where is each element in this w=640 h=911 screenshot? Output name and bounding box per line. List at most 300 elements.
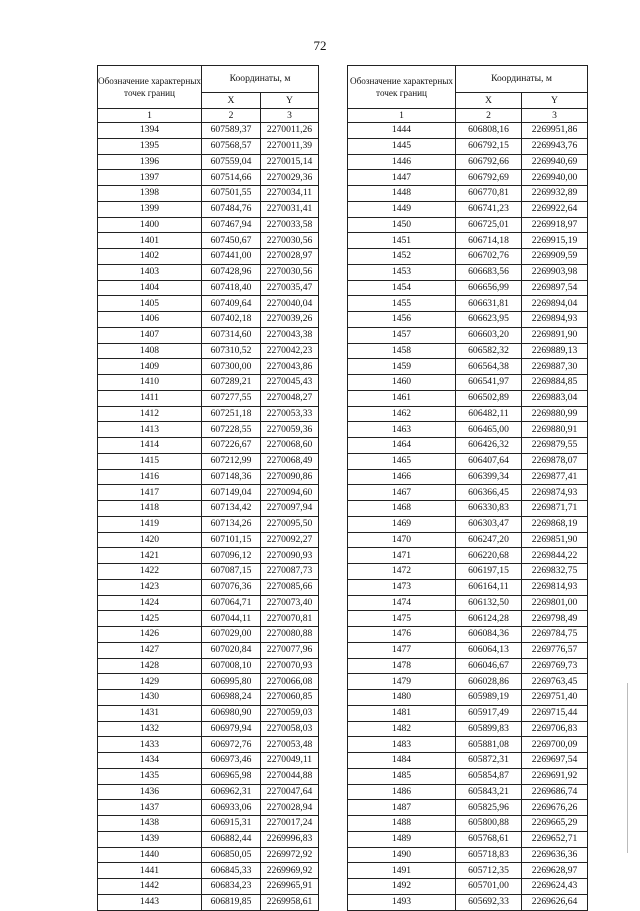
x-coordinate-cell: 605854,87 <box>456 768 522 784</box>
x-coordinate-cell: 607101,15 <box>202 532 261 548</box>
table-row <box>348 359 588 375</box>
table-row <box>98 721 319 737</box>
y-coordinate-cell: 2269878,07 <box>522 453 588 469</box>
point-number-cell: 1466 <box>348 469 456 485</box>
point-number-cell: 1447 <box>348 170 456 186</box>
y-coordinate-cell: 2269706,83 <box>522 721 588 737</box>
table-row <box>98 579 319 595</box>
y-coordinate-cell: 2269922,64 <box>522 201 588 217</box>
table-row <box>348 375 588 391</box>
y-coordinate-cell: 2270095,50 <box>261 516 319 532</box>
table-row <box>98 564 319 580</box>
point-number-cell: 1427 <box>98 642 202 658</box>
table-row <box>348 579 588 595</box>
y-coordinate-cell: 2269715,44 <box>522 705 588 721</box>
x-header: X <box>456 93 522 109</box>
table-row <box>98 705 319 721</box>
x-coordinate-cell: 605872,31 <box>456 753 522 769</box>
point-number-cell: 1414 <box>98 438 202 454</box>
x-coordinate-cell: 606972,76 <box>202 737 261 753</box>
x-coordinate-cell: 606465,00 <box>456 422 522 438</box>
point-number-cell: 1454 <box>348 280 456 296</box>
x-coordinate-cell: 605692,33 <box>456 894 522 910</box>
x-coordinate-cell: 607402,18 <box>202 312 261 328</box>
y-coordinate-cell: 2269877,41 <box>522 469 588 485</box>
point-number-cell: 1465 <box>348 453 456 469</box>
point-number-cell: 1462 <box>348 406 456 422</box>
table-row <box>348 422 588 438</box>
y-coordinate-cell: 2269996,83 <box>261 831 319 847</box>
x-coordinate-cell: 607148,36 <box>202 469 261 485</box>
x-coordinate-cell: 606995,80 <box>202 674 261 690</box>
point-number-cell: 1426 <box>98 627 202 643</box>
table-row <box>98 201 319 217</box>
table-row <box>348 690 588 706</box>
table-row <box>98 847 319 863</box>
x-coordinate-cell: 606683,56 <box>456 264 522 280</box>
x-coordinate-cell: 607589,37 <box>202 123 261 139</box>
x-coordinate-cell: 606792,66 <box>456 154 522 170</box>
y-coordinate-cell: 2269891,90 <box>522 327 588 343</box>
table-row <box>348 201 588 217</box>
point-number-cell: 1415 <box>98 453 202 469</box>
point-number-cell: 1420 <box>98 532 202 548</box>
y-coordinate-cell: 2269940,00 <box>522 170 588 186</box>
table-row <box>98 453 319 469</box>
table-row <box>98 831 319 847</box>
point-number-cell: 1484 <box>348 753 456 769</box>
x-coordinate-cell: 606882,44 <box>202 831 261 847</box>
table-row <box>98 516 319 532</box>
point-number-cell: 1403 <box>98 264 202 280</box>
table-row <box>98 264 319 280</box>
x-coordinate-cell: 606819,85 <box>202 894 261 910</box>
left-table-body <box>98 123 319 911</box>
column-number-3: 3 <box>522 109 588 123</box>
table-row <box>98 390 319 406</box>
y-coordinate-cell: 2270087,73 <box>261 564 319 580</box>
point-number-cell: 1417 <box>98 485 202 501</box>
y-coordinate-cell: 2269884,85 <box>522 375 588 391</box>
table-row <box>348 627 588 643</box>
point-number-cell: 1446 <box>348 154 456 170</box>
x-coordinate-cell: 606979,94 <box>202 721 261 737</box>
table-row <box>348 674 588 690</box>
x-header: X <box>202 93 261 109</box>
table-row <box>98 690 319 706</box>
table-row <box>98 501 319 517</box>
x-coordinate-cell: 606792,15 <box>456 138 522 154</box>
y-coordinate-cell: 2269676,26 <box>522 800 588 816</box>
table-row <box>98 816 319 832</box>
x-coordinate-cell: 607134,42 <box>202 501 261 517</box>
point-number-cell: 1431 <box>98 705 202 721</box>
table-row <box>348 138 588 154</box>
point-number-cell: 1396 <box>98 154 202 170</box>
point-number-cell: 1402 <box>98 249 202 265</box>
table-row <box>98 894 319 910</box>
table-row <box>98 296 319 312</box>
column-number-3: 3 <box>261 109 319 123</box>
table-row <box>348 595 588 611</box>
y-coordinate-cell: 2270066,08 <box>261 674 319 690</box>
x-coordinate-cell: 606770,81 <box>456 186 522 202</box>
y-coordinate-cell: 2269798,49 <box>522 611 588 627</box>
x-coordinate-cell: 606028,86 <box>456 674 522 690</box>
y-coordinate-cell: 2269894,93 <box>522 312 588 328</box>
y-coordinate-cell: 2270035,47 <box>261 280 319 296</box>
table-row <box>348 312 588 328</box>
point-number-cell: 1399 <box>98 201 202 217</box>
y-coordinate-cell: 2270029,36 <box>261 170 319 186</box>
point-number-cell: 1411 <box>98 390 202 406</box>
y-coordinate-cell: 2269844,22 <box>522 548 588 564</box>
point-number-cell: 1424 <box>98 595 202 611</box>
table-row <box>348 642 588 658</box>
point-number-cell: 1430 <box>98 690 202 706</box>
table-row <box>348 438 588 454</box>
y-coordinate-cell: 2270085,66 <box>261 579 319 595</box>
x-coordinate-cell: 605712,35 <box>456 863 522 879</box>
x-coordinate-cell: 606124,28 <box>456 611 522 627</box>
x-coordinate-cell: 606741,23 <box>456 201 522 217</box>
table-row <box>98 800 319 816</box>
point-number-cell: 1477 <box>348 642 456 658</box>
table-row <box>98 327 319 343</box>
table-row <box>348 217 588 233</box>
y-coordinate-cell: 2269686,74 <box>522 784 588 800</box>
x-coordinate-cell: 606962,31 <box>202 784 261 800</box>
y-coordinate-cell: 2269932,89 <box>522 186 588 202</box>
y-coordinate-cell: 2270044,88 <box>261 768 319 784</box>
y-coordinate-cell: 2269951,86 <box>522 123 588 139</box>
point-number-cell: 1461 <box>348 390 456 406</box>
page-number: 72 <box>313 38 327 53</box>
table-row <box>348 863 588 879</box>
x-coordinate-cell: 607277,55 <box>202 390 261 406</box>
x-coordinate-cell: 607096,12 <box>202 548 261 564</box>
scan-edge-line <box>627 683 628 853</box>
point-number-cell: 1450 <box>348 217 456 233</box>
x-coordinate-cell: 606164,11 <box>456 579 522 595</box>
point-number-cell: 1423 <box>98 579 202 595</box>
y-coordinate-cell: 2269665,29 <box>522 816 588 832</box>
point-number-cell: 1394 <box>98 123 202 139</box>
table-row <box>348 296 588 312</box>
point-number-cell: 1398 <box>98 186 202 202</box>
x-coordinate-cell: 605881,08 <box>456 737 522 753</box>
point-number-cell: 1434 <box>98 753 202 769</box>
point-number-cell: 1432 <box>98 721 202 737</box>
table-row <box>98 469 319 485</box>
table-row <box>348 123 588 139</box>
table-row <box>348 453 588 469</box>
x-coordinate-cell: 607008,10 <box>202 658 261 674</box>
point-number-cell: 1478 <box>348 658 456 674</box>
y-coordinate-cell: 2269700,09 <box>522 737 588 753</box>
table-row <box>348 343 588 359</box>
y-coordinate-cell: 2270094,60 <box>261 485 319 501</box>
point-number-cell: 1488 <box>348 816 456 832</box>
y-coordinate-cell: 2270058,03 <box>261 721 319 737</box>
y-coordinate-cell: 2270049,11 <box>261 753 319 769</box>
x-coordinate-cell: 607134,26 <box>202 516 261 532</box>
x-coordinate-cell: 606426,32 <box>456 438 522 454</box>
y-coordinate-cell: 2269697,54 <box>522 753 588 769</box>
x-coordinate-cell: 605768,61 <box>456 831 522 847</box>
point-number-cell: 1459 <box>348 359 456 375</box>
table-row <box>98 532 319 548</box>
table-row <box>348 548 588 564</box>
y-coordinate-cell: 2269887,30 <box>522 359 588 375</box>
x-coordinate-cell: 606046,67 <box>456 658 522 674</box>
y-coordinate-cell: 2269868,19 <box>522 516 588 532</box>
table-row <box>98 485 319 501</box>
point-number-cell: 1455 <box>348 296 456 312</box>
point-number-cell: 1467 <box>348 485 456 501</box>
table-row <box>348 800 588 816</box>
x-coordinate-cell: 607418,40 <box>202 280 261 296</box>
x-coordinate-cell: 607559,04 <box>202 154 261 170</box>
right-table-body <box>348 123 588 911</box>
y-coordinate-cell: 2269879,55 <box>522 438 588 454</box>
x-coordinate-cell: 607212,99 <box>202 453 261 469</box>
point-number-cell: 1408 <box>98 343 202 359</box>
y-coordinate-cell: 2270043,38 <box>261 327 319 343</box>
table-row <box>348 831 588 847</box>
y-coordinate-cell: 2269883,04 <box>522 390 588 406</box>
table-row <box>98 548 319 564</box>
y-coordinate-cell: 2269636,36 <box>522 847 588 863</box>
table-row <box>98 123 319 139</box>
x-coordinate-cell: 606980,90 <box>202 705 261 721</box>
table-row <box>98 249 319 265</box>
y-coordinate-cell: 2269897,54 <box>522 280 588 296</box>
table-row <box>348 737 588 753</box>
x-coordinate-cell: 606366,45 <box>456 485 522 501</box>
point-number-cell: 1436 <box>98 784 202 800</box>
table-row <box>348 564 588 580</box>
y-coordinate-cell: 2270060,85 <box>261 690 319 706</box>
point-number-cell: 1453 <box>348 264 456 280</box>
x-coordinate-cell: 606702,76 <box>456 249 522 265</box>
x-coordinate-cell: 606220,68 <box>456 548 522 564</box>
table-row <box>98 422 319 438</box>
point-number-cell: 1437 <box>98 800 202 816</box>
x-coordinate-cell: 606564,38 <box>456 359 522 375</box>
y-coordinate-cell: 2269909,59 <box>522 249 588 265</box>
table-row <box>98 784 319 800</box>
table-row <box>348 611 588 627</box>
x-coordinate-cell: 607568,57 <box>202 138 261 154</box>
table-row <box>98 154 319 170</box>
point-number-cell: 1443 <box>98 894 202 910</box>
table-row <box>98 642 319 658</box>
x-coordinate-cell: 607289,21 <box>202 375 261 391</box>
point-number-cell: 1422 <box>98 564 202 580</box>
x-coordinate-cell: 605899,83 <box>456 721 522 737</box>
x-coordinate-cell: 605800,88 <box>456 816 522 832</box>
table-row <box>348 753 588 769</box>
table-row <box>348 233 588 249</box>
x-coordinate-cell: 607044,11 <box>202 611 261 627</box>
y-coordinate-cell: 2270028,97 <box>261 249 319 265</box>
point-number-cell: 1401 <box>98 233 202 249</box>
point-number-cell: 1490 <box>348 847 456 863</box>
x-coordinate-cell: 605843,21 <box>456 784 522 800</box>
table-row <box>98 674 319 690</box>
point-number-cell: 1493 <box>348 894 456 910</box>
x-coordinate-cell: 607149,04 <box>202 485 261 501</box>
column-number-2: 2 <box>456 109 522 123</box>
point-number-cell: 1438 <box>98 816 202 832</box>
x-coordinate-cell: 606303,47 <box>456 516 522 532</box>
y-coordinate-cell: 2270073,40 <box>261 595 319 611</box>
x-coordinate-cell: 606330,83 <box>456 501 522 517</box>
x-coordinate-cell: 607087,15 <box>202 564 261 580</box>
table-row <box>348 705 588 721</box>
y-coordinate-cell: 2270090,93 <box>261 548 319 564</box>
table-row <box>348 847 588 863</box>
y-coordinate-cell: 2269814,93 <box>522 579 588 595</box>
point-number-cell: 1482 <box>348 721 456 737</box>
point-number-cell: 1442 <box>98 879 202 895</box>
y-coordinate-cell: 2269958,61 <box>261 894 319 910</box>
y-coordinate-cell: 2270070,93 <box>261 658 319 674</box>
point-number-cell: 1479 <box>348 674 456 690</box>
column-number-row <box>98 109 319 123</box>
point-number-cell: 1405 <box>98 296 202 312</box>
table-row <box>98 186 319 202</box>
point-number-cell: 1444 <box>348 123 456 139</box>
header-row <box>98 66 319 93</box>
table-row <box>98 879 319 895</box>
x-coordinate-cell: 606197,15 <box>456 564 522 580</box>
y-coordinate-cell: 2270039,26 <box>261 312 319 328</box>
x-coordinate-cell: 606084,36 <box>456 627 522 643</box>
table-row <box>348 327 588 343</box>
x-coordinate-cell: 606915,31 <box>202 816 261 832</box>
y-coordinate-cell: 2269915,19 <box>522 233 588 249</box>
x-coordinate-cell: 607484,76 <box>202 201 261 217</box>
point-label-header: Обозначение характерных точек границ <box>98 66 202 109</box>
y-coordinate-cell: 2269874,93 <box>522 485 588 501</box>
x-coordinate-cell: 607441,00 <box>202 249 261 265</box>
table-row <box>348 469 588 485</box>
table-row <box>98 375 319 391</box>
x-coordinate-cell: 606656,99 <box>456 280 522 296</box>
x-coordinate-cell: 607467,94 <box>202 217 261 233</box>
point-number-cell: 1463 <box>348 422 456 438</box>
x-coordinate-cell: 607501,55 <box>202 186 261 202</box>
y-coordinate-cell: 2269918,97 <box>522 217 588 233</box>
point-number-cell: 1395 <box>98 138 202 154</box>
y-coordinate-cell: 2269965,91 <box>261 879 319 895</box>
x-coordinate-cell: 605718,83 <box>456 847 522 863</box>
table-row <box>98 753 319 769</box>
point-number-cell: 1418 <box>98 501 202 517</box>
point-number-cell: 1492 <box>348 879 456 895</box>
x-coordinate-cell: 606850,05 <box>202 847 261 863</box>
y-coordinate-cell: 2269832,75 <box>522 564 588 580</box>
table-row <box>348 485 588 501</box>
x-coordinate-cell: 607064,71 <box>202 595 261 611</box>
header-row <box>348 66 588 93</box>
y-coordinate-cell: 2270030,56 <box>261 264 319 280</box>
point-number-cell: 1456 <box>348 312 456 328</box>
point-number-cell: 1472 <box>348 564 456 580</box>
column-number-1: 1 <box>98 109 202 123</box>
x-coordinate-cell: 606988,24 <box>202 690 261 706</box>
y-coordinate-cell: 2270034,11 <box>261 186 319 202</box>
x-coordinate-cell: 606965,98 <box>202 768 261 784</box>
table-row <box>98 406 319 422</box>
table-row <box>348 501 588 517</box>
table-row <box>98 217 319 233</box>
point-number-cell: 1445 <box>348 138 456 154</box>
point-number-cell: 1460 <box>348 375 456 391</box>
y-coordinate-cell: 2270040,04 <box>261 296 319 312</box>
table-row <box>348 516 588 532</box>
point-number-cell: 1413 <box>98 422 202 438</box>
y-coordinate-cell: 2270011,39 <box>261 138 319 154</box>
x-coordinate-cell: 607409,64 <box>202 296 261 312</box>
x-coordinate-cell: 607029,00 <box>202 627 261 643</box>
y-coordinate-cell: 2269751,40 <box>522 690 588 706</box>
table-row <box>98 170 319 186</box>
x-coordinate-cell: 607514,66 <box>202 170 261 186</box>
point-number-cell: 1400 <box>98 217 202 233</box>
y-coordinate-cell: 2269972,92 <box>261 847 319 863</box>
point-number-cell: 1457 <box>348 327 456 343</box>
y-coordinate-cell: 2270030,56 <box>261 233 319 249</box>
x-coordinate-cell: 605701,00 <box>456 879 522 895</box>
y-coordinate-cell: 2270011,26 <box>261 123 319 139</box>
y-coordinate-cell: 2270045,43 <box>261 375 319 391</box>
table-row <box>98 233 319 249</box>
point-number-cell: 1410 <box>98 375 202 391</box>
table-row <box>348 186 588 202</box>
y-coordinate-cell: 2270047,64 <box>261 784 319 800</box>
column-number-row <box>348 109 588 123</box>
y-coordinate-cell: 2270042,23 <box>261 343 319 359</box>
point-number-cell: 1425 <box>98 611 202 627</box>
x-coordinate-cell: 606132,50 <box>456 595 522 611</box>
point-number-cell: 1458 <box>348 343 456 359</box>
y-coordinate-cell: 2269894,04 <box>522 296 588 312</box>
table-row <box>348 532 588 548</box>
table-row <box>98 595 319 611</box>
column-number-1: 1 <box>348 109 456 123</box>
point-number-cell: 1470 <box>348 532 456 548</box>
point-number-cell: 1429 <box>98 674 202 690</box>
x-coordinate-cell: 606582,32 <box>456 343 522 359</box>
y-coordinate-cell: 2269903,98 <box>522 264 588 280</box>
x-coordinate-cell: 607020,84 <box>202 642 261 658</box>
point-number-cell: 1483 <box>348 737 456 753</box>
point-label-header: Обозначение характерных точек границ <box>348 66 456 109</box>
x-coordinate-cell: 607228,55 <box>202 422 261 438</box>
table-row <box>348 768 588 784</box>
point-number-cell: 1476 <box>348 627 456 643</box>
x-coordinate-cell: 606808,16 <box>456 123 522 139</box>
y-coordinate-cell: 2269784,75 <box>522 627 588 643</box>
x-coordinate-cell: 606834,23 <box>202 879 261 895</box>
x-coordinate-cell: 607226,67 <box>202 438 261 454</box>
point-number-cell: 1469 <box>348 516 456 532</box>
x-coordinate-cell: 606973,46 <box>202 753 261 769</box>
coordinates-table-left <box>97 65 319 911</box>
